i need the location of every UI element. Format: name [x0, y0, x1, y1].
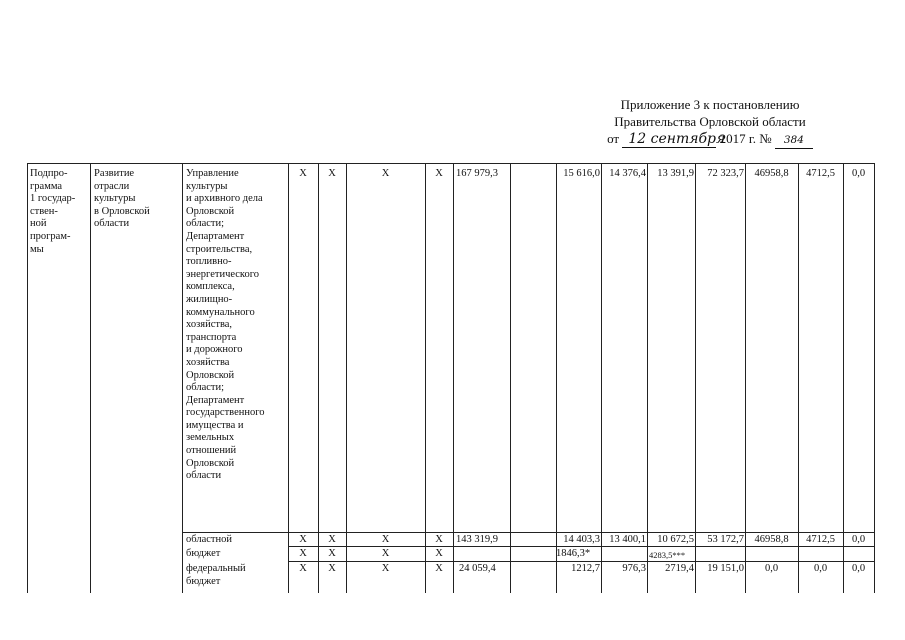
table-vline: [601, 163, 602, 593]
row3-x4: X: [435, 548, 443, 559]
row4-v7: 0,0: [851, 563, 866, 574]
subprogram-cell: Подпро- грамма 1 государ- ствен- ной програм- мы: [30, 168, 76, 255]
row1-x3: X: [381, 168, 390, 179]
row4-total: 24 059,4: [459, 563, 496, 574]
row4-label: федеральный бюджет: [186, 563, 246, 587]
row4-x1: X: [299, 563, 307, 574]
row2-v7: 0,0: [851, 534, 866, 545]
handwritten-number: 384: [775, 133, 813, 149]
table-vline: [745, 163, 746, 593]
row4-x2: X: [328, 563, 336, 574]
program-name-cell: Развитие отрасли культуры в Орловской области: [94, 168, 150, 230]
table-top-border: [27, 163, 874, 164]
row2-x2: X: [328, 534, 336, 545]
header-line-2: Правительства Орловской области: [614, 114, 806, 129]
row3-x3: X: [381, 548, 390, 559]
table-hline: [182, 532, 874, 533]
row1-v7: 0,0: [851, 168, 866, 179]
row1-v4: 72 323,7: [707, 168, 744, 179]
table-vline: [556, 163, 557, 593]
row4-v3: 2719,4: [665, 563, 694, 574]
row4-v4: 19 151,0: [707, 563, 744, 574]
table-vline: [647, 163, 648, 593]
row2-x4: X: [435, 534, 443, 545]
row1-total: 167 979,3: [456, 168, 498, 179]
header-from: от: [607, 131, 620, 146]
row4-x3: X: [381, 563, 390, 574]
row2-label: областной: [186, 534, 232, 545]
table-vline: [182, 163, 183, 593]
row2-v2: 13 400,1: [609, 534, 646, 545]
row2-v1: 14 403,3: [563, 534, 600, 545]
table-vline: [695, 163, 696, 593]
row4-v2: 976,3: [622, 563, 646, 574]
row4-v5: 0,0: [764, 563, 779, 574]
row2-x1: X: [299, 534, 307, 545]
table-vline: [346, 163, 347, 593]
table-vline: [288, 163, 289, 593]
header-line-1: Приложение 3 к постановлению: [620, 97, 800, 112]
row2-x3: X: [381, 534, 390, 545]
header-year: 2017 г. №: [719, 131, 772, 146]
row1-v3: 13 391,9: [657, 168, 694, 179]
row1-x2: X: [328, 168, 336, 179]
table-hline: [288, 561, 874, 562]
table-vline: [27, 163, 28, 593]
row1-x4: X: [435, 168, 443, 179]
row4-v1: 1212,7: [571, 563, 600, 574]
row2-v6: 4712,5: [806, 534, 835, 545]
responsible-executors-cell: Управление культуры и архивного дела Орловской области; Департамент строительства, топливно- энергетического комплекса, жилищно- коммунального хозяйства, транспорта и дорожного хозяйства Орловской области; Департамент государственного имущества и земельных отношений Орловской области: [186, 168, 265, 482]
table-vline: [843, 163, 844, 593]
row1-v2: 14 376,4: [609, 168, 646, 179]
row2-v5: 46958,8: [754, 534, 789, 545]
row2-v3: 10 672,5: [657, 534, 694, 545]
table-vline: [318, 163, 319, 593]
row1-v5: 46958,8: [754, 168, 789, 179]
row3-label: бюджет: [186, 548, 221, 559]
row4-v6: 0,0: [813, 563, 828, 574]
row1-v6: 4712,5: [806, 168, 835, 179]
table-vline: [798, 163, 799, 593]
handwritten-date: 12 сентября: [622, 132, 716, 148]
table-vline: [425, 163, 426, 593]
row4-x4: X: [435, 563, 443, 574]
table-vline: [874, 163, 875, 593]
table-vline: [453, 163, 454, 593]
row3-x2: X: [328, 548, 336, 559]
row1-v1: 15 616,0: [563, 168, 600, 179]
row2-v4: 53 172,7: [707, 534, 744, 545]
row3-x1: X: [299, 548, 307, 559]
row2-total: 143 319,9: [456, 534, 498, 545]
row1-x1: X: [299, 168, 307, 179]
table-vline: [90, 163, 91, 593]
row3-v1: 1846,3*: [556, 548, 591, 559]
row3-v3: 4283,5***: [649, 550, 686, 560]
table-vline: [510, 163, 511, 593]
